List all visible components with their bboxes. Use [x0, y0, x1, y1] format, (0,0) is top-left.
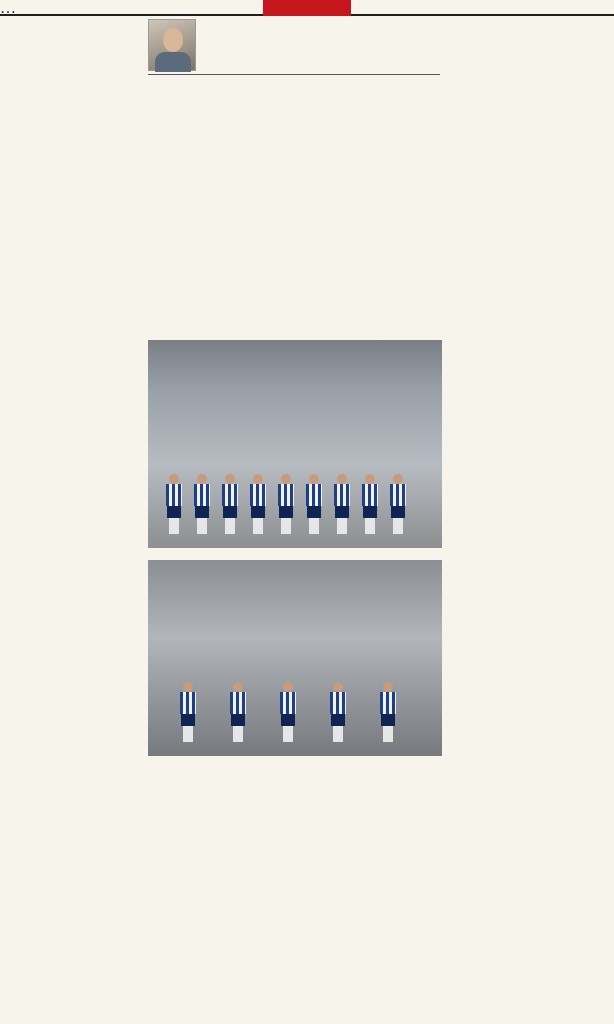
- column-text-1: [6, 19, 142, 215]
- story1-body: [6, 340, 142, 576]
- award-ceremony-photo: [148, 560, 442, 756]
- children-games-photo: [148, 340, 442, 548]
- author-photo: [148, 19, 196, 71]
- column-text-4: [346, 19, 442, 215]
- page-header: [0, 0, 614, 16]
- masthead-logo[interactable]: [263, 0, 351, 16]
- column-text-2: [148, 78, 242, 216]
- newspaper-page: …: [0, 0, 614, 1024]
- column-text-3: [246, 78, 340, 216]
